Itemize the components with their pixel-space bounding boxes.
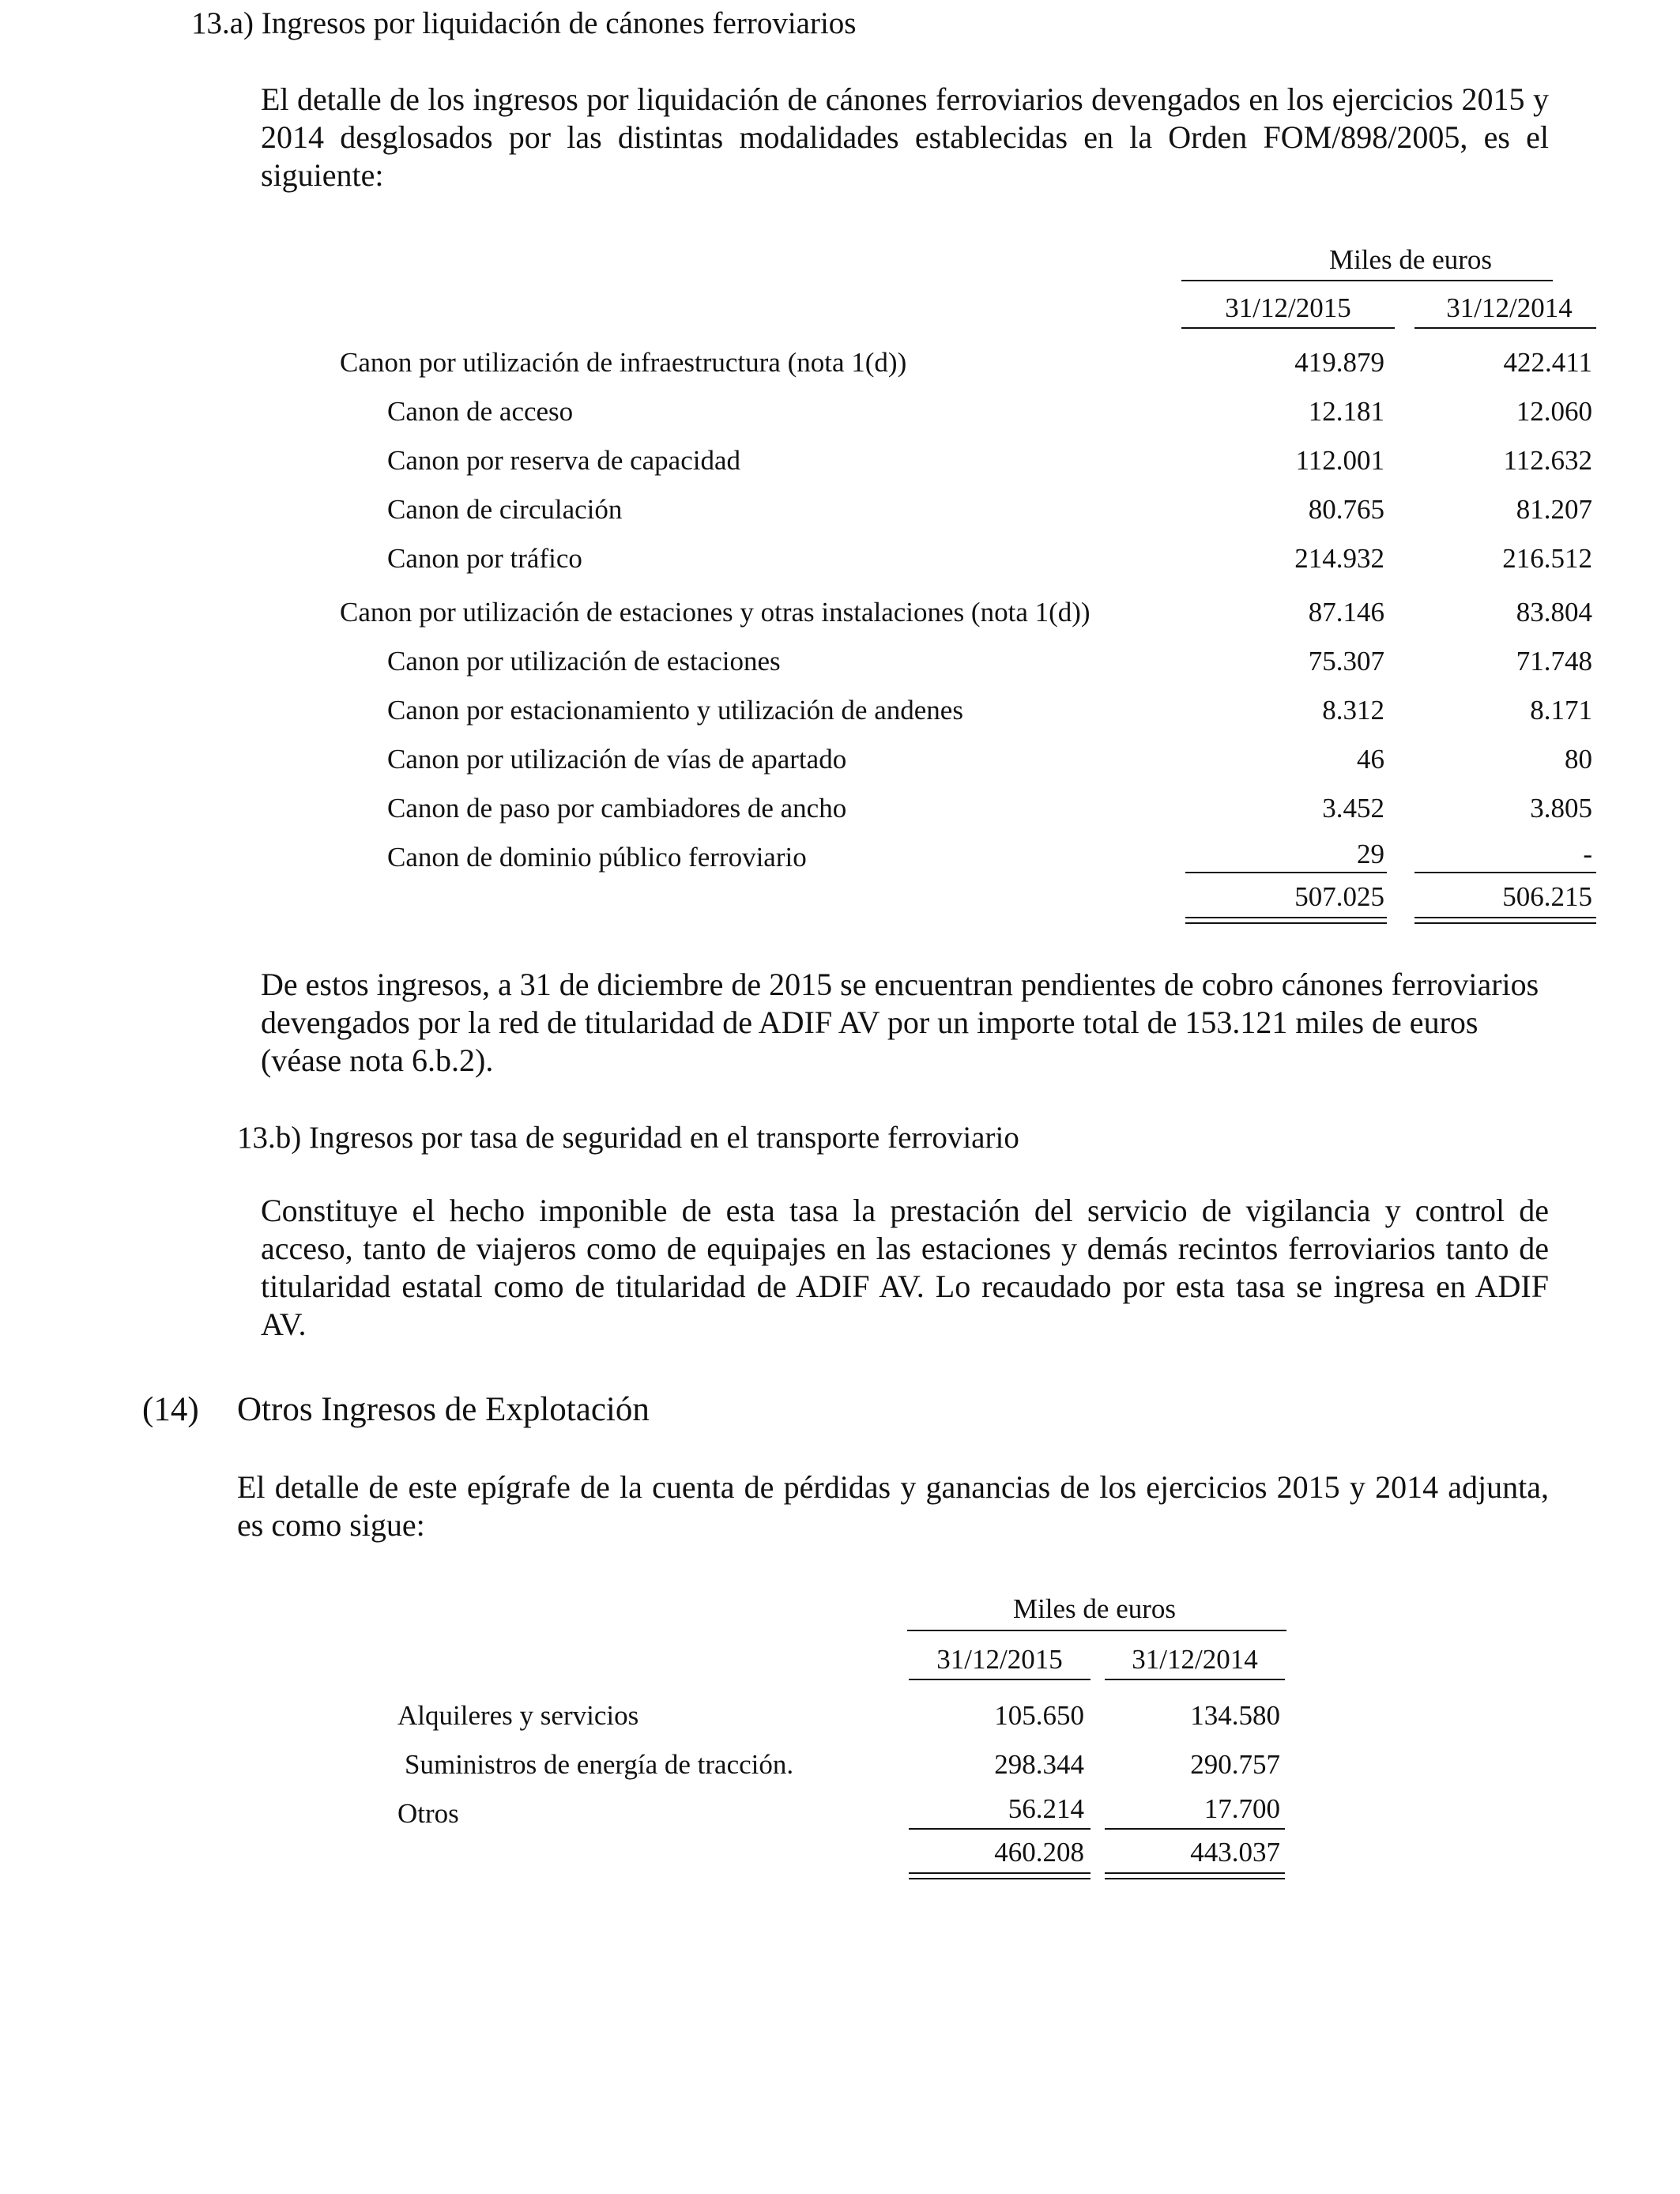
subtotal-rule-2014 — [1414, 872, 1596, 873]
total-double-rule-2014 — [1414, 917, 1596, 924]
table-row-label: Canon por utilización de vías de apartado — [387, 744, 847, 775]
table-row-label: Canon por utilización de infraestructura (nota 1(d)) — [340, 347, 907, 378]
table-row-label: Canon de circulación — [387, 494, 623, 525]
table-cell-2014: 83.804 — [1516, 597, 1592, 628]
unit-header: Miles de euros — [1012, 1593, 1177, 1624]
table-cell-2015: 419.879 — [1294, 347, 1384, 378]
table-cell-2014: 422.411 — [1503, 347, 1592, 378]
table-cell-2015: 29 — [1357, 839, 1384, 869]
subtotal-rule-2015 — [909, 1828, 1090, 1830]
table-total-2015: 507.025 — [1294, 881, 1384, 912]
total-double-rule-2014 — [1105, 1872, 1285, 1879]
table-cell-2014: 81.207 — [1516, 494, 1592, 525]
column-header-2014: 31/12/2014 — [1446, 292, 1573, 323]
column-header-2014: 31/12/2014 — [1132, 1644, 1258, 1675]
table-row-label: Otros — [397, 1798, 459, 1829]
total-double-rule-2015 — [1185, 917, 1387, 924]
unit-header-rule — [907, 1630, 1286, 1631]
table-row-label: Canon por tráfico — [387, 543, 582, 574]
section-13a-heading: 13.a) Ingresos por liquidación de cánones ferroviarios — [191, 6, 857, 40]
unit-header-rule — [1181, 280, 1553, 281]
section-14-number: (14) — [142, 1391, 199, 1428]
section-13a-intro: El detalle de los ingresos por liquidación de cánones ferroviarios devengados en los ejercicios 2015 y 2014 desglosados por las distintas modalidades establecidas en la Orden FOM/898/2005, es el siguiente: — [261, 81, 1549, 193]
column-header-rule-2014 — [1414, 327, 1596, 329]
table-row-label: Canon por utilización de estaciones y otras instalaciones (nota 1(d)) — [340, 597, 1090, 628]
table-row-label: Canon por utilización de estaciones — [387, 646, 781, 677]
section-14-intro: El detalle de este epígrafe de la cuenta de pérdidas y ganancias de los ejercicios 2015 y 2014 adjunta, es como sigue: — [237, 1469, 1549, 1543]
table-cell-2015: 298.344 — [994, 1749, 1084, 1780]
table-cell-2015: 46 — [1357, 744, 1384, 775]
section-13b-body: Constituye el hecho imponible de esta tasa la prestación del servicio de vigilancia y control de acceso, tanto de viajeros como de equipajes en las estaciones y demás recintos ferroviarios tanto de titularidad estatal como de titularidad de ADIF AV. Lo recaudado por esta tasa se ingresa en ADIF AV. — [261, 1193, 1549, 1342]
section-13b-heading: 13.b) Ingresos por tasa de seguridad en el transporte ferroviario — [237, 1121, 1019, 1155]
table-cell-2014: 17.700 — [1203, 1793, 1280, 1824]
table-cell-2015: 112.001 — [1295, 445, 1384, 476]
column-header-2015: 31/12/2015 — [1225, 292, 1351, 323]
table-total-2014: 443.037 — [1190, 1837, 1280, 1868]
table-cell-2015: 75.307 — [1308, 646, 1384, 677]
table-cell-2014: 290.757 — [1190, 1749, 1280, 1780]
table-cell-2014: - — [1583, 839, 1592, 869]
table-total-2014: 506.215 — [1502, 881, 1592, 912]
unit-header: Miles de euros — [1328, 244, 1493, 275]
section-13a-closing: De estos ingresos, a 31 de diciembre de 2015 se encuentran pendientes de cobro cánones ferroviarios devengados por la red de titularidad de ADIF AV por un importe total de 153.121 miles de euros (véase nota 6.b.2). — [261, 967, 1539, 1078]
table-cell-2014: 80 — [1565, 744, 1592, 775]
table-cell-2014: 216.512 — [1502, 543, 1592, 574]
table-cell-2014: 3.805 — [1530, 793, 1592, 824]
section-14-title: Otros Ingresos de Explotación — [237, 1391, 650, 1428]
table-cell-2015: 12.181 — [1308, 396, 1384, 427]
table-cell-2015: 87.146 — [1308, 597, 1384, 628]
column-header-2015: 31/12/2015 — [936, 1644, 1063, 1675]
table-row-label: Canon por reserva de capacidad — [387, 445, 741, 476]
table-cell-2015: 8.312 — [1322, 695, 1384, 726]
column-header-rule-2015 — [909, 1679, 1090, 1680]
column-header-rule-2014 — [1105, 1679, 1285, 1680]
column-header-rule-2015 — [1181, 327, 1395, 329]
table-cell-2014: 12.060 — [1516, 396, 1592, 427]
table-cell-2015: 56.214 — [1008, 1793, 1084, 1824]
table-cell-2015: 3.452 — [1322, 793, 1384, 824]
table-row-label: Suministros de energía de tracción. — [405, 1749, 794, 1780]
total-double-rule-2015 — [909, 1872, 1090, 1879]
table-row-label: Alquileres y servicios — [397, 1700, 639, 1731]
table-cell-2015: 80.765 — [1308, 494, 1384, 525]
table-cell-2014: 71.748 — [1516, 646, 1592, 677]
table-row-label: Canon de dominio público ferroviario — [387, 842, 807, 873]
table-cell-2015: 214.932 — [1294, 543, 1384, 574]
table-cell-2014: 112.632 — [1503, 445, 1592, 476]
table-cell-2015: 105.650 — [994, 1700, 1084, 1731]
table-row-label: Canon de paso por cambiadores de ancho — [387, 793, 847, 824]
table-total-2015: 460.208 — [994, 1837, 1084, 1868]
subtotal-rule-2015 — [1185, 872, 1387, 873]
subtotal-rule-2014 — [1105, 1828, 1285, 1830]
table-row-label: Canon por estacionamiento y utilización de andenes — [387, 695, 963, 726]
table-cell-2014: 134.580 — [1190, 1700, 1280, 1731]
table-cell-2014: 8.171 — [1530, 695, 1592, 726]
table-row-label: Canon de acceso — [387, 396, 574, 427]
